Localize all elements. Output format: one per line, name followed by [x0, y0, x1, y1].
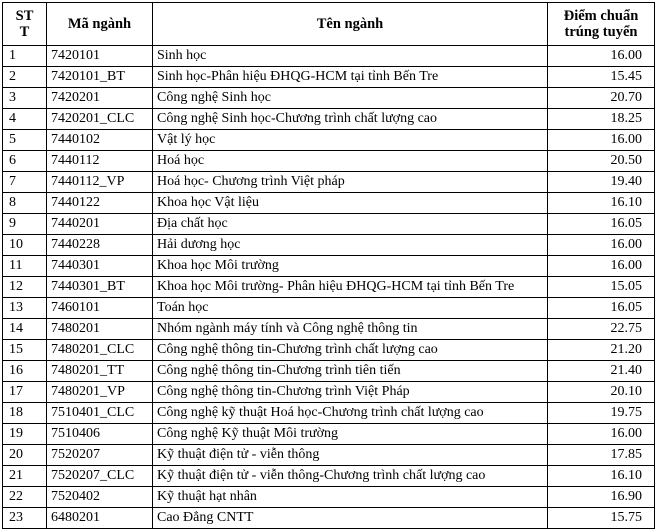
cell-name: Nhóm ngành máy tính và Công nghệ thông tin	[153, 319, 548, 340]
cell-code: 7420101_BT	[47, 67, 153, 88]
cell-name: Khoa học Môi trường	[153, 256, 548, 277]
cell-score: 20.10	[548, 382, 655, 403]
cell-stt: 2	[3, 67, 47, 88]
table-row	[3, 298, 655, 319]
cell-code: 7420101	[47, 46, 153, 67]
header-score	[548, 3, 655, 46]
cell-score: 21.40	[548, 361, 655, 382]
table-row	[3, 67, 655, 88]
header-stt-text: ST T	[15, 8, 34, 40]
table-row	[3, 340, 655, 361]
cell-stt: 21	[3, 466, 47, 487]
cell-stt: 22	[3, 487, 47, 508]
cell-score: 16.00	[548, 235, 655, 256]
table-row	[3, 151, 655, 172]
header-code-text: Mã ngành	[67, 16, 132, 32]
cell-code: 7480201_TT	[47, 361, 153, 382]
table-row	[3, 361, 655, 382]
cell-code: 7480201_VP	[47, 382, 153, 403]
cell-stt: 15	[3, 340, 47, 361]
cell-stt: 4	[3, 109, 47, 130]
table-row	[3, 109, 655, 130]
table-row	[3, 403, 655, 424]
cell-stt: 9	[3, 214, 47, 235]
header-code	[47, 3, 153, 46]
cell-score: 17.85	[548, 445, 655, 466]
cell-code: 7520207	[47, 445, 153, 466]
cell-score: 16.00	[548, 256, 655, 277]
cell-score: 15.45	[548, 67, 655, 88]
cell-score: 19.75	[548, 403, 655, 424]
cell-code: 7440301	[47, 256, 153, 277]
cell-code: 7440201	[47, 214, 153, 235]
cell-stt: 20	[3, 445, 47, 466]
table-row	[3, 424, 655, 445]
cell-stt: 8	[3, 193, 47, 214]
cell-stt: 17	[3, 382, 47, 403]
cell-name: Công nghệ Sinh học-Chương trình chất lượng cao	[153, 109, 548, 130]
cell-score: 22.75	[548, 319, 655, 340]
table-row	[3, 466, 655, 487]
cell-name: Khoa học Vật liệu	[153, 193, 548, 214]
cell-name: Kỹ thuật điện tử - viễn thông	[153, 445, 548, 466]
cell-code: 7440112_VP	[47, 172, 153, 193]
cell-score: 16.10	[548, 193, 655, 214]
cell-code: 7440228	[47, 235, 153, 256]
cell-code: 7420201_CLC	[47, 109, 153, 130]
cell-score: 19.40	[548, 172, 655, 193]
cell-name: Cao Đẳng CNTT	[153, 508, 548, 529]
table-row	[3, 319, 655, 340]
cell-score: 18.25	[548, 109, 655, 130]
admission-score-document	[2, 2, 658, 528]
cell-code: 7510406	[47, 424, 153, 445]
cell-name: Hải dương học	[153, 235, 548, 256]
table-row	[3, 46, 655, 67]
cell-score: 20.50	[548, 151, 655, 172]
table-row	[3, 382, 655, 403]
cell-code: 7440301_BT	[47, 277, 153, 298]
cell-name: Công nghệ kỹ thuật Hoá học-Chương trình chất lượng cao	[153, 403, 548, 424]
cell-score: 15.05	[548, 277, 655, 298]
cell-name: Công nghệ thông tin-Chương trình tiên tiến	[153, 361, 548, 382]
header-stt	[3, 3, 47, 46]
table-header	[3, 3, 655, 46]
cell-name: Toán học	[153, 298, 548, 319]
cell-name: Hoá học	[153, 151, 548, 172]
header-row	[3, 3, 655, 46]
table-row	[3, 88, 655, 109]
cell-name: Vật lý học	[153, 130, 548, 151]
cell-score: 16.90	[548, 487, 655, 508]
cell-score: 16.10	[548, 466, 655, 487]
cell-code: 7440112	[47, 151, 153, 172]
cell-score: 16.05	[548, 214, 655, 235]
cell-code: 7510401_CLC	[47, 403, 153, 424]
cell-name: Kỹ thuật điện tử - viễn thông-Chương trình chất lượng cao	[153, 466, 548, 487]
cell-code: 7480201_CLC	[47, 340, 153, 361]
cell-name: Khoa học Môi trường- Phân hiệu ĐHQG-HCM tại tỉnh Bến Tre	[153, 277, 548, 298]
header-name-text: Tên ngành	[316, 16, 384, 32]
table-row	[3, 235, 655, 256]
admission-score-table	[2, 2, 655, 529]
cell-stt: 16	[3, 361, 47, 382]
table-row	[3, 193, 655, 214]
cell-score: 20.70	[548, 88, 655, 109]
cell-score: 16.00	[548, 424, 655, 445]
table-row	[3, 508, 655, 529]
cell-score: 15.75	[548, 508, 655, 529]
cell-code: 7520402	[47, 487, 153, 508]
cell-stt: 19	[3, 424, 47, 445]
table-row	[3, 214, 655, 235]
cell-name: Công nghệ Sinh học	[153, 88, 548, 109]
cell-name: Sinh học-Phân hiệu ĐHQG-HCM tại tỉnh Bến Tre	[153, 67, 548, 88]
cell-score: 16.00	[548, 130, 655, 151]
cell-code: 7440102	[47, 130, 153, 151]
cell-stt: 18	[3, 403, 47, 424]
cell-stt: 23	[3, 508, 47, 529]
table-body	[3, 46, 655, 529]
table-row	[3, 256, 655, 277]
cell-stt: 13	[3, 298, 47, 319]
cell-name: Hoá học- Chương trình Việt pháp	[153, 172, 548, 193]
cell-stt: 12	[3, 277, 47, 298]
cell-score: 21.20	[548, 340, 655, 361]
header-name	[153, 3, 548, 46]
cell-score: 16.00	[548, 46, 655, 67]
cell-name: Địa chất học	[153, 214, 548, 235]
cell-name: Công nghệ thông tin-Chương trình chất lượng cao	[153, 340, 548, 361]
table-row	[3, 445, 655, 466]
cell-stt: 10	[3, 235, 47, 256]
table-row	[3, 130, 655, 151]
header-score-text: Điểm chuẩn trúng tuyển	[563, 8, 639, 40]
cell-name: Công nghệ Kỹ thuật Môi trường	[153, 424, 548, 445]
cell-code: 7440122	[47, 193, 153, 214]
cell-code: 6480201	[47, 508, 153, 529]
cell-code: 7460101	[47, 298, 153, 319]
cell-code: 7480201	[47, 319, 153, 340]
cell-score: 16.05	[548, 298, 655, 319]
cell-stt: 14	[3, 319, 47, 340]
cell-code: 7420201	[47, 88, 153, 109]
cell-name: Sinh học	[153, 46, 548, 67]
cell-stt: 11	[3, 256, 47, 277]
cell-code: 7520207_CLC	[47, 466, 153, 487]
table-row	[3, 172, 655, 193]
cell-name: Công nghệ thông tin-Chương trình Việt Pháp	[153, 382, 548, 403]
cell-stt: 6	[3, 151, 47, 172]
table-row	[3, 277, 655, 298]
cell-name: Kỹ thuật hạt nhân	[153, 487, 548, 508]
cell-stt: 3	[3, 88, 47, 109]
table-row	[3, 487, 655, 508]
cell-stt: 7	[3, 172, 47, 193]
cell-stt: 1	[3, 46, 47, 67]
cell-stt: 5	[3, 130, 47, 151]
